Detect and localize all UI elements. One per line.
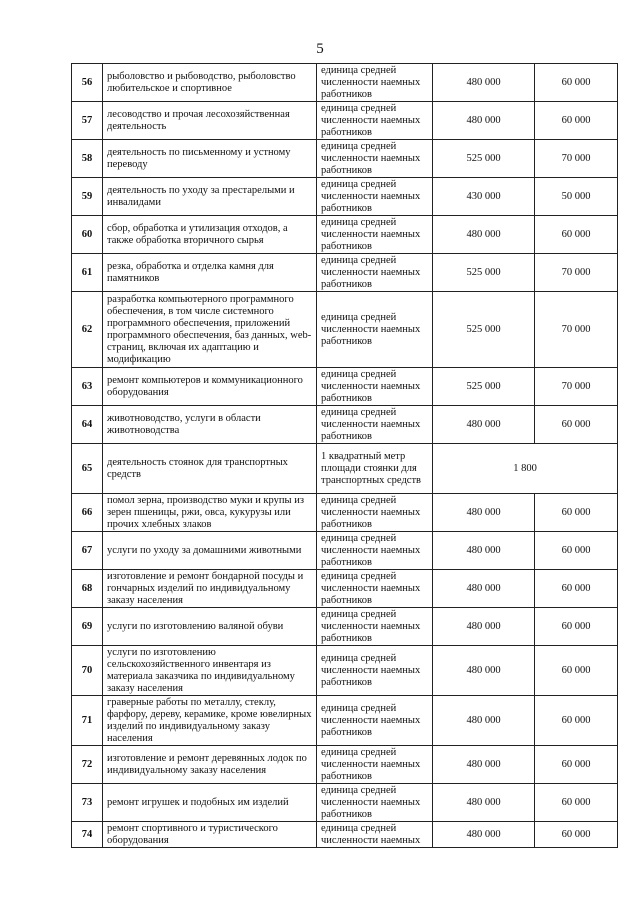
value-secondary: 60 000 [535, 746, 618, 784]
activity-name: деятельность стоянок для транспортных средств [103, 444, 317, 494]
value-annual: 525 000 [433, 292, 535, 368]
row-number: 65 [72, 444, 103, 494]
activity-name: разработка компьютерного программного обеспечения, в том числе системного программного обеспечения, приложений программного обеспечения, баз данных, web-страниц, включая их адаптацию и модификацию [103, 292, 317, 368]
table-row [72, 532, 618, 570]
value-annual: 480 000 [433, 406, 535, 444]
value-annual: 525 000 [433, 140, 535, 178]
table-row [72, 406, 618, 444]
value-annual: 480 000 [433, 216, 535, 254]
table-row [72, 570, 618, 608]
value-secondary: 70 000 [535, 292, 618, 368]
value-annual: 525 000 [433, 368, 535, 406]
activity-name: изготовление и ремонт бондарной посуды и гончарных изделий по индивидуальному заказу населения [103, 570, 317, 608]
value-annual: 430 000 [433, 178, 535, 216]
value-annual: 480 000 [433, 532, 535, 570]
unit-of-measure: единица средней численности наемных работников [317, 608, 433, 646]
unit-of-measure: единица средней численности наемных работников [317, 646, 433, 696]
value-secondary: 60 000 [535, 696, 618, 746]
activity-name: граверные работы по металлу, стеклу, фарфору, дереву, керамике, кроме ювелирных изделий по индивидуальному заказу населения [103, 696, 317, 746]
row-number: 62 [72, 292, 103, 368]
row-number: 72 [72, 746, 103, 784]
table-row [72, 646, 618, 696]
unit-of-measure: единица средней численности наемных работников [317, 178, 433, 216]
activity-name: животноводство, услуги в области животноводства [103, 406, 317, 444]
unit-of-measure: единица средней численности наемных работников [317, 254, 433, 292]
unit-of-measure: единица средней численности наемных работников [317, 368, 433, 406]
value-annual: 480 000 [433, 570, 535, 608]
table-row [72, 140, 618, 178]
unit-of-measure: единица средней численности наемных работников [317, 784, 433, 822]
unit-of-measure: 1 квадратный метр площади стоянки для транспортных средств [317, 444, 433, 494]
activity-name: услуги по уходу за домашними животными [103, 532, 317, 570]
row-number: 69 [72, 608, 103, 646]
unit-of-measure: единица средней численности наемных работников [317, 696, 433, 746]
table-row [72, 216, 618, 254]
unit-of-measure: единица средней численности наемных [317, 822, 433, 848]
row-number: 61 [72, 254, 103, 292]
unit-of-measure: единица средней численности наемных работников [317, 532, 433, 570]
value-secondary: 60 000 [535, 64, 618, 102]
table-row [72, 696, 618, 746]
value-annual: 480 000 [433, 784, 535, 822]
value-annual: 480 000 [433, 102, 535, 140]
value-secondary: 60 000 [535, 532, 618, 570]
row-number: 64 [72, 406, 103, 444]
row-number: 73 [72, 784, 103, 822]
value-annual: 480 000 [433, 696, 535, 746]
table-row [72, 784, 618, 822]
value-secondary: 70 000 [535, 254, 618, 292]
activity-name: услуги по изготовлению валяной обуви [103, 608, 317, 646]
activity-name: деятельность по уходу за престарелыми и инвалидами [103, 178, 317, 216]
activity-name: услуги по изготовлению сельскохозяйственного инвентаря из материала заказчика по индивидуальному заказу населения [103, 646, 317, 696]
unit-of-measure: единица средней численности наемных работников [317, 64, 433, 102]
value-secondary: 60 000 [535, 216, 618, 254]
row-number: 57 [72, 102, 103, 140]
merged-value: 1 800 [433, 444, 618, 494]
value-secondary: 60 000 [535, 646, 618, 696]
row-number: 74 [72, 822, 103, 848]
activity-name: рыболовство и рыбоводство, рыболовство любительское и спортивное [103, 64, 317, 102]
row-number: 60 [72, 216, 103, 254]
value-secondary: 60 000 [535, 784, 618, 822]
value-secondary: 70 000 [535, 368, 618, 406]
unit-of-measure: единица средней численности наемных работников [317, 746, 433, 784]
table-row [72, 102, 618, 140]
activity-name: сбор, обработка и утилизация отходов, а также обработка вторичного сырья [103, 216, 317, 254]
unit-of-measure: единица средней численности наемных работников [317, 216, 433, 254]
value-annual: 480 000 [433, 746, 535, 784]
value-annual: 480 000 [433, 64, 535, 102]
row-number: 58 [72, 140, 103, 178]
value-annual: 480 000 [433, 608, 535, 646]
activity-name: резка, обработка и отделка камня для памятников [103, 254, 317, 292]
unit-of-measure: единица средней численности наемных работников [317, 406, 433, 444]
value-secondary: 60 000 [535, 608, 618, 646]
unit-of-measure: единица средней численности наемных работников [317, 570, 433, 608]
row-number: 70 [72, 646, 103, 696]
table-row [72, 608, 618, 646]
unit-of-measure: единица средней численности наемных работников [317, 292, 433, 368]
value-annual: 525 000 [433, 254, 535, 292]
value-annual: 480 000 [433, 822, 535, 848]
table-row [72, 178, 618, 216]
row-number: 67 [72, 532, 103, 570]
row-number: 71 [72, 696, 103, 746]
value-secondary: 50 000 [535, 178, 618, 216]
table-row [72, 292, 618, 368]
activity-name: ремонт компьютеров и коммуникационного оборудования [103, 368, 317, 406]
rates-table [71, 63, 618, 848]
table-row [72, 494, 618, 532]
activity-name: изготовление и ремонт деревянных лодок по индивидуальному заказу населения [103, 746, 317, 784]
row-number: 66 [72, 494, 103, 532]
value-secondary: 60 000 [535, 570, 618, 608]
row-number: 56 [72, 64, 103, 102]
row-number: 68 [72, 570, 103, 608]
table-row [72, 746, 618, 784]
row-number: 59 [72, 178, 103, 216]
activity-name: лесоводство и прочая лесохозяйственная деятельность [103, 102, 317, 140]
value-secondary: 60 000 [535, 102, 618, 140]
unit-of-measure: единица средней численности наемных работников [317, 494, 433, 532]
page-number: 5 [316, 41, 324, 57]
activity-name: ремонт спортивного и туристического оборудования [103, 822, 317, 848]
value-secondary: 60 000 [535, 406, 618, 444]
rates-table-body [72, 64, 618, 848]
value-annual: 480 000 [433, 646, 535, 696]
table-row [72, 368, 618, 406]
table-row [72, 822, 618, 848]
table-row [72, 64, 618, 102]
value-secondary: 60 000 [535, 822, 618, 848]
unit-of-measure: единица средней численности наемных работников [317, 140, 433, 178]
activity-name: помол зерна, производство муки и крупы из зерен пшеницы, ржи, овса, кукурузы или прочих хлебных злаков [103, 494, 317, 532]
value-annual: 480 000 [433, 494, 535, 532]
table-row [72, 254, 618, 292]
value-secondary: 70 000 [535, 140, 618, 178]
activity-name: деятельность по письменному и устному переводу [103, 140, 317, 178]
row-number: 63 [72, 368, 103, 406]
table-row [72, 444, 618, 494]
activity-name: ремонт игрушек и подобных им изделий [103, 784, 317, 822]
value-secondary: 60 000 [535, 494, 618, 532]
unit-of-measure: единица средней численности наемных работников [317, 102, 433, 140]
